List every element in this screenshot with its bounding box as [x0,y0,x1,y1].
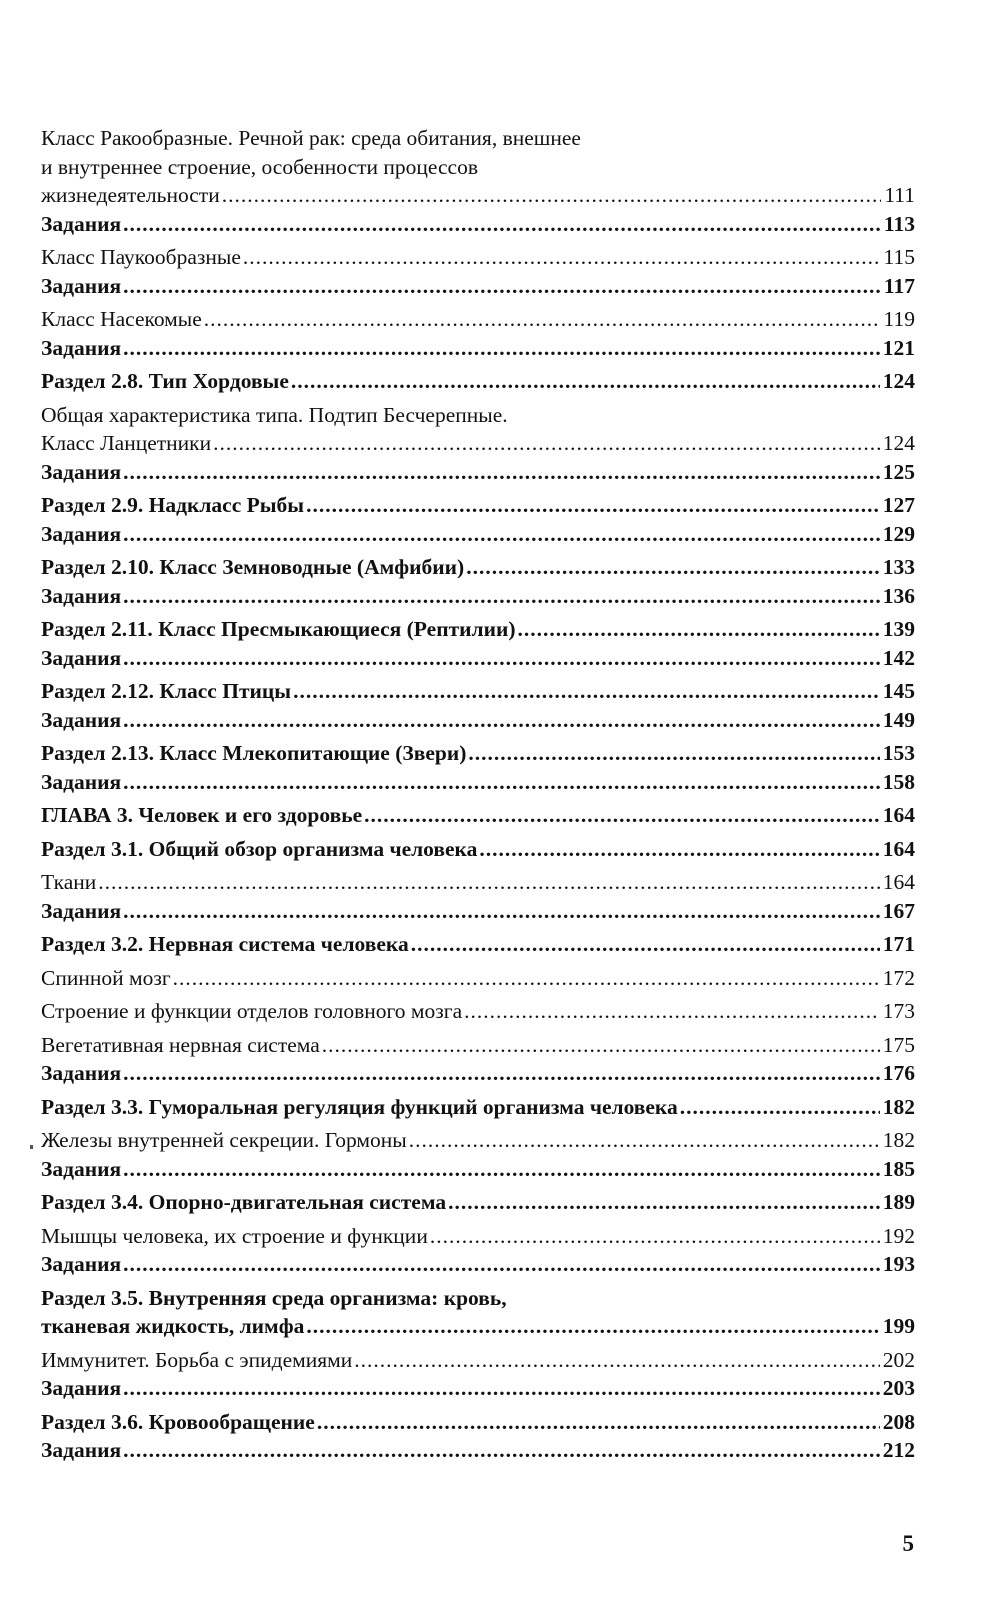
toc-entry-page: 175 [882,1032,915,1057]
dot-leader [243,243,881,272]
toc-entry [41,739,915,768]
toc-entry [41,1436,915,1465]
toc-entry-page: 125 [882,459,915,484]
dot-leader [464,997,880,1026]
dot-leader [466,553,880,582]
toc-entry [41,930,915,959]
dot-leader [291,367,880,396]
toc-entry-title: Задания [41,707,122,732]
toc-entry-page: 115 [883,245,915,269]
toc-entry-title: Спинной мозг [41,965,171,990]
toc-entry [41,243,915,272]
toc-entry-title: Задания [41,273,122,298]
toc-entry-row [41,1126,915,1155]
toc-entry-title: Раздел 2.9. Надкласс Рыбы [41,493,305,517]
toc-entry-row [41,964,915,993]
toc-entry-page: 117 [883,273,915,298]
dot-leader [448,1188,880,1217]
dot-leader [222,181,882,210]
toc-entry-page: 212 [882,1438,915,1462]
toc-entry-title: Раздел 2.11. Класс Пресмыкающиеся (Рептилии) [41,617,516,641]
toc-entry-row [41,897,915,926]
toc-entry-page: 164 [882,836,915,861]
dot-leader [306,1312,879,1341]
toc-entry-page: 189 [882,1190,915,1214]
toc-entry-page: 202 [882,1347,915,1372]
toc-entry-title: Задания [41,769,122,794]
toc-entry-row [41,997,915,1026]
toc-entry-page: 164 [882,870,915,894]
dot-leader [123,706,880,735]
toc-entry [41,401,915,458]
toc-entry-title: Задания [41,521,122,546]
toc-entry-row [41,739,915,768]
toc-entry [41,1222,915,1251]
dot-leader [123,582,880,611]
toc-entry-title: Задания [41,1156,122,1181]
dot-leader [123,272,881,301]
toc-entry-page: 124 [882,431,915,455]
toc-entry-page: 119 [883,307,915,331]
toc-entry-title: Раздел 3.1. Общий обзор организма человека [41,836,478,861]
toc-entry [41,458,915,487]
toc-entry-title-line: Раздел 3.5. Внутренняя среда организма: кровь, [41,1285,507,1310]
dot-leader [123,334,880,363]
dot-leader [123,897,880,926]
toc-entry-row [41,458,915,487]
toc-entry [41,1408,915,1437]
toc-entry [41,520,915,549]
toc-entry-row [41,491,915,520]
toc-entry [41,1346,915,1375]
toc-entry-row [41,1250,915,1279]
dot-leader [123,210,881,239]
toc-entry-page: 133 [882,555,915,579]
toc-entry-title: Задания [41,583,122,608]
toc-entry-title: Задания [41,459,122,484]
toc-entry [41,615,915,644]
toc-entry [41,801,915,830]
dot-leader [479,835,879,864]
toc-entry-page: 172 [882,965,915,990]
toc-entry-page: 145 [882,679,915,703]
toc-entry-title: ГЛАВА 3. Человек и его здоровье [41,803,363,827]
page-number: 5 [902,1531,914,1556]
toc-entry-row [41,553,915,582]
dot-leader [123,1059,880,1088]
dot-leader [680,1093,880,1122]
dot-leader [123,1436,880,1465]
toc-entry-row [41,1312,915,1341]
toc-entry [41,210,915,239]
toc-entry-title: Раздел 3.4. Опорно-двигательная система [41,1190,447,1214]
toc-entry [41,644,915,673]
toc-entry [41,997,915,1026]
toc-entry-page: 199 [882,1314,915,1338]
toc-entry [41,897,915,926]
toc-entry-row [41,615,915,644]
toc-entry-row [41,768,915,797]
toc-entry [41,1093,915,1122]
toc-entry-page: 185 [882,1156,915,1181]
dot-leader [411,930,880,959]
toc-entry-row [41,1346,915,1375]
toc-entry [41,868,915,897]
dot-leader [123,644,880,673]
toc-entry-title: Задания [41,645,122,670]
toc-entry-row [41,1408,915,1437]
toc-entry-row [41,429,915,458]
toc-entry-page: 124 [882,369,915,393]
dot-leader [409,1126,880,1155]
toc-entry [41,677,915,706]
toc-entry-title: Ткани [41,870,97,894]
toc-entry-title: Класс Ланцетники [41,431,212,455]
toc-entry-title: Раздел 3.2. Нервная система человека [41,932,409,956]
margin-mark [30,1145,33,1149]
toc-entry-row [41,1222,915,1251]
toc-entry [41,1059,915,1088]
toc-entry-page: 173 [882,999,915,1023]
toc-entry-page: 111 [884,183,915,207]
toc-entry [41,1374,915,1403]
toc-entry [41,1155,915,1184]
toc-entry-page: 182 [882,1128,915,1152]
toc-entry [41,835,915,864]
toc-entry-row [41,1031,915,1060]
toc-entry-title: Задания [41,1438,122,1462]
toc-entry-title: Класс Насекомые [41,307,202,331]
dot-leader [123,1374,880,1403]
toc-entry [41,582,915,611]
toc-entry-page: 193 [882,1252,915,1276]
toc-entry-page: 208 [882,1409,915,1434]
toc-entry-title: Вегетативная нервная система [41,1032,320,1057]
toc-entry-title: Задания [41,1376,122,1400]
dot-leader [468,739,879,768]
dot-leader [204,305,881,334]
toc-entry-row [41,930,915,959]
toc-entry [41,706,915,735]
toc-entry-title: Раздел 2.10. Класс Земноводные (Амфибии) [41,555,465,579]
toc-entry-row [41,334,915,363]
toc-entry [41,124,915,210]
toc-entry-title-line: и внутреннее строение, особенности процессов [41,154,478,179]
toc-entry-page: 182 [882,1094,915,1119]
toc-entry-row [41,1188,915,1217]
dot-leader [317,1408,880,1437]
toc-entry [41,367,915,396]
toc-entry-row [41,868,915,897]
toc-entry-row [41,644,915,673]
toc-entry-page: 139 [882,617,915,641]
dot-leader [213,429,880,458]
toc-entry-page: 121 [882,335,915,360]
toc-entry-page: 176 [882,1061,915,1085]
toc-entry-row [41,582,915,611]
dot-leader [293,677,880,706]
toc-entry-row [41,1436,915,1465]
dot-leader [173,964,880,993]
toc-entry-row [41,367,915,396]
dot-leader [123,1155,880,1184]
toc-entry-page: 153 [882,741,915,765]
toc-entry-page: 171 [882,932,915,956]
toc-entry-title: Задания [41,211,122,236]
toc-entry-title-line: Общая характеристика типа. Подтип Бесчерепные. [41,402,508,427]
dot-leader [98,868,879,897]
toc-entry-title: Задания [41,1061,122,1085]
dot-leader [430,1222,880,1251]
toc-entry-row [41,677,915,706]
toc-entry-row [41,210,915,239]
toc-entry-page: 136 [882,583,915,608]
toc-entry-row [41,835,915,864]
dot-leader [364,801,880,830]
dot-leader [306,491,880,520]
toc-entry-title-line: Класс Ракообразные. Речной рак: среда обитания, внешнее [41,126,581,150]
toc-entry [41,1250,915,1279]
toc-entry [41,334,915,363]
toc-entry-title: Раздел 3.3. Гуморальная регуляция функций организма человека [41,1094,678,1119]
toc-entry [41,1188,915,1217]
dot-leader [123,520,880,549]
toc-entry [41,1284,915,1341]
dot-leader [354,1346,880,1375]
toc-entry-row [41,305,915,334]
toc-entry-title: Раздел 2.13. Класс Млекопитающие (Звери) [41,741,467,765]
toc-entry-title: тканевая жидкость, лимфа [41,1314,305,1338]
toc-entry-page: 127 [882,493,915,517]
toc-entry [41,272,915,301]
dot-leader [123,1250,880,1279]
toc-entry-title: Железы внутренней секреции. Гормоны [41,1128,407,1152]
toc-entry [41,1031,915,1060]
toc-entry-title: Раздел 2.12. Класс Птицы [41,679,292,703]
toc-entry-page: 129 [882,521,915,546]
toc-entry-row [41,1059,915,1088]
toc-entry-title: жизнедеятельности [41,183,220,207]
toc-entry-title: Мышцы человека, их строение и функции [41,1223,428,1248]
table-of-contents [41,124,915,1465]
toc-entry-row [41,801,915,830]
toc-entry-page: 167 [882,898,915,923]
toc-entry [41,553,915,582]
toc-entry-title: Задания [41,1252,122,1276]
toc-entry-page: 113 [883,211,915,236]
toc-entry-row [41,1155,915,1184]
toc-entry-title: Класс Паукообразные [41,245,241,269]
toc-entry-title: Иммунитет. Борьба с эпидемиями [41,1347,353,1372]
toc-entry-row [41,181,915,210]
dot-leader [322,1031,880,1060]
toc-entry [41,964,915,993]
toc-entry-row [41,243,915,272]
dot-leader [123,768,880,797]
toc-entry-title: Строение и функции отделов головного мозга [41,999,463,1023]
toc-entry [41,491,915,520]
toc-entry-row [41,706,915,735]
toc-entry-page: 142 [882,645,915,670]
toc-entry-row [41,1093,915,1122]
toc-entry [41,305,915,334]
toc-entry [41,1126,915,1155]
toc-entry-row [41,1374,915,1403]
toc-entry-page: 203 [882,1376,915,1400]
toc-entry-page: 192 [882,1223,915,1248]
toc-entry-page: 149 [882,707,915,732]
toc-entry-row [41,272,915,301]
toc-entry-title: Раздел 3.6. Кровообращение [41,1409,315,1434]
toc-entry [41,768,915,797]
toc-entry-page: 158 [882,769,915,794]
toc-entry-row [41,520,915,549]
toc-entry-title: Задания [41,898,122,923]
toc-entry-page: 164 [882,803,915,827]
toc-entry-title: Задания [41,335,122,360]
dot-leader [518,615,880,644]
toc-entry-title: Раздел 2.8. Тип Хордовые [41,369,289,393]
dot-leader [123,458,880,487]
